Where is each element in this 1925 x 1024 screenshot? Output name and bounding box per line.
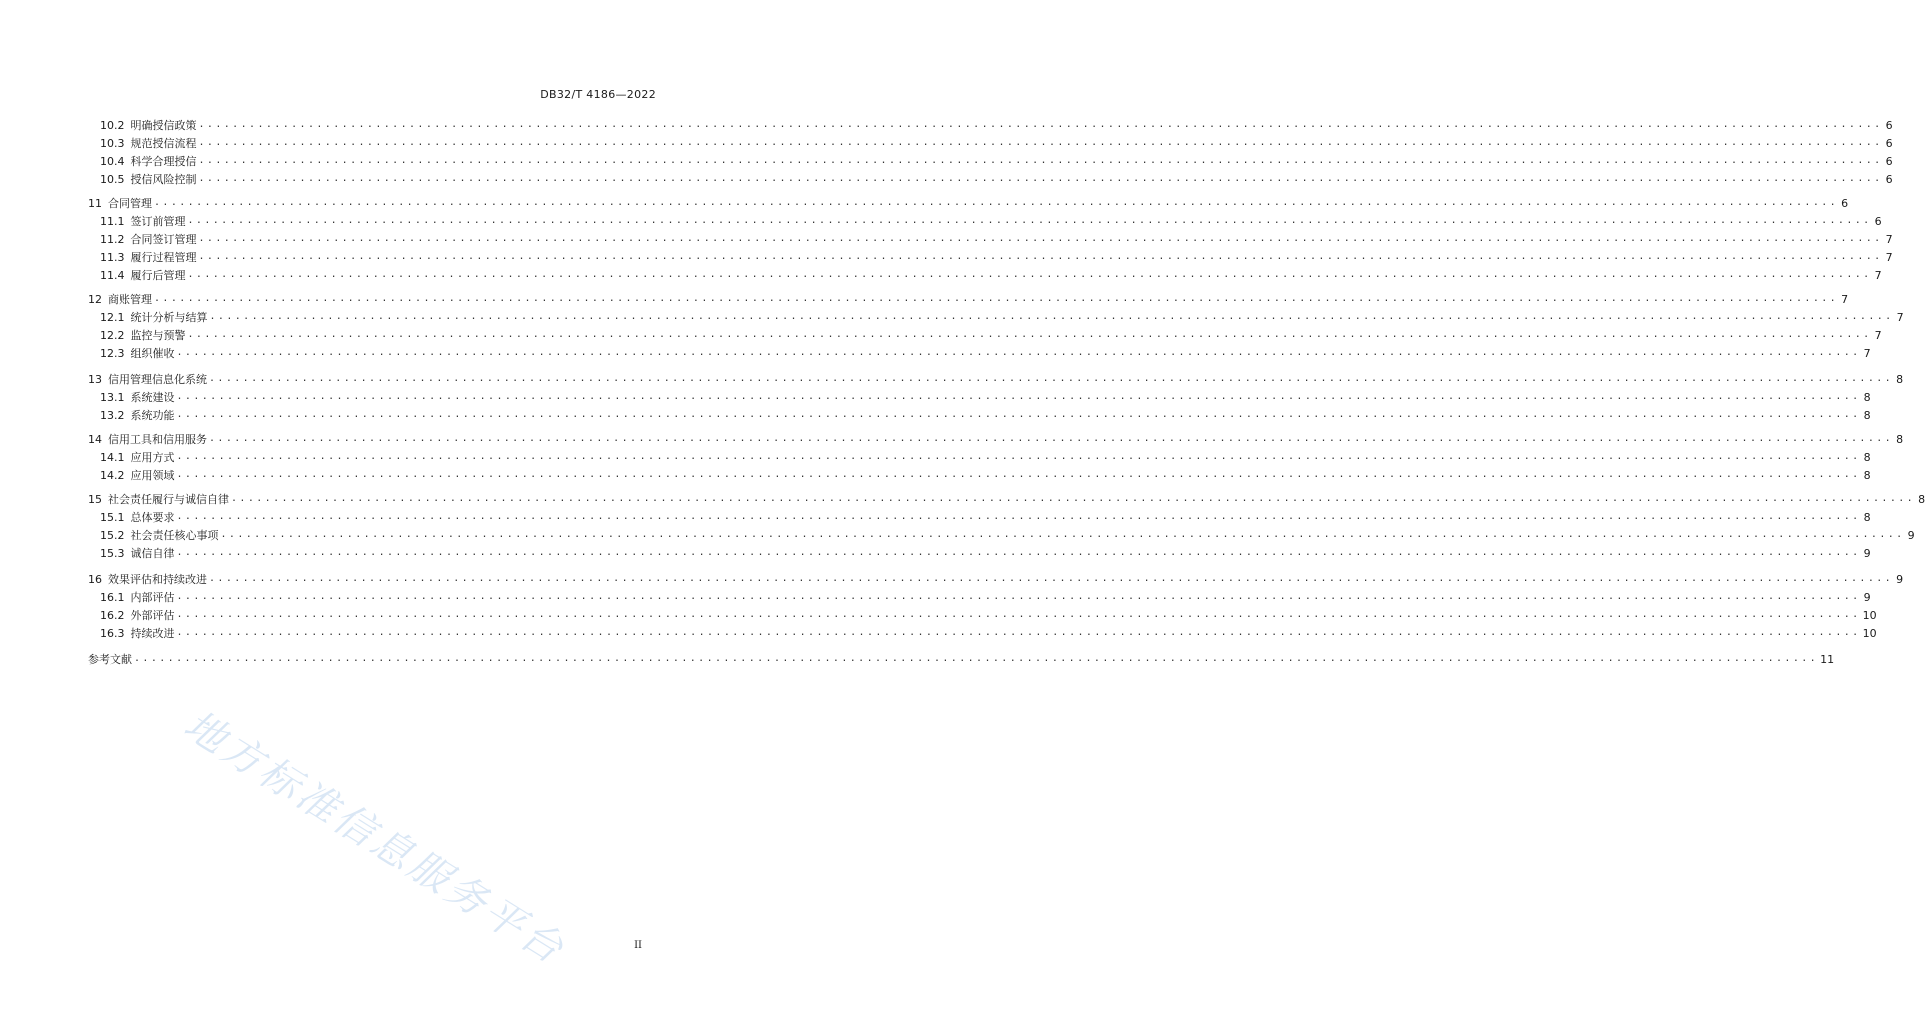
toc-entry-number: 14.1: [100, 451, 125, 464]
toc-entry-title: 社会责任核心事项: [130, 529, 219, 542]
toc-entry-title: 履行过程管理: [130, 251, 197, 264]
toc-entry-page: 11: [1820, 653, 1835, 666]
toc-entry-number: 11: [88, 197, 102, 210]
toc-leader-dots: ........................................................................................................................................................................................................: [231, 493, 1916, 504]
toc-entry-page: 7: [1885, 251, 1893, 264]
toc-entry-title: 授信风险控制: [130, 173, 197, 186]
toc-leader-dots: ........................................................................................................................................................................................................: [198, 251, 1883, 262]
toc-entry-chapter[interactable]: [88, 196, 1849, 212]
toc-leader-dots: ........................................................................................................................................................................................................: [209, 311, 1894, 322]
toc-entry-title: 规范授信流程: [130, 137, 197, 150]
toc-entry-page: 7: [1841, 293, 1849, 306]
toc-entry-number: 12: [88, 293, 102, 306]
toc-entry-page: 6: [1874, 215, 1882, 228]
standard-code: DB32/T 4186—2022: [540, 88, 656, 101]
toc-leader-dots: ........................................................................................................................................................................................................: [176, 391, 1861, 402]
toc-entry-number: 12.1: [100, 311, 125, 324]
toc-entry-number: 15.2: [100, 529, 125, 542]
toc-leader-dots: ........................................................................................................................................................................................................: [198, 173, 1883, 184]
toc-leader-dots: ........................................................................................................................................................................................................: [187, 329, 1872, 340]
toc-entry-title: 商账管理: [108, 293, 152, 306]
toc-leader-dots: ........................................................................................................................................................................................................: [198, 155, 1883, 166]
toc-entry-number: 16.1: [100, 591, 125, 604]
toc-entry-page: 8: [1863, 391, 1871, 404]
toc-entry-number: 14.2: [100, 469, 125, 482]
toc-entry-page: 8: [1863, 511, 1871, 524]
toc-entry-title: 签订前管理: [130, 215, 186, 228]
toc-entry-title: 明确授信政策: [130, 119, 197, 132]
toc-entry-number: 16: [88, 573, 102, 586]
toc-leader-dots: ........................................................................................................................................................................................................: [198, 137, 1883, 148]
toc-entry-section[interactable]: [100, 450, 1871, 466]
toc-leader-dots: ........................................................................................................................................................................................................: [176, 347, 1861, 358]
toc-leader-dots: ........................................................................................................................................................................................................: [154, 197, 1839, 208]
toc-entry-number: 10.5: [100, 173, 125, 186]
toc-entry-section[interactable]: [100, 172, 1893, 188]
toc-leader-dots: ........................................................................................................................................................................................................: [176, 469, 1861, 480]
toc-leader-dots: ........................................................................................................................................................................................................: [176, 409, 1861, 420]
toc-entry-number: 16.2: [100, 609, 125, 622]
toc-entry-title: 总体要求: [130, 511, 175, 524]
toc-entry-section[interactable]: [100, 346, 1871, 362]
toc-entry-number: 10.4: [100, 155, 125, 168]
toc-entry-section[interactable]: [100, 328, 1882, 344]
toc-entry-section[interactable]: [100, 408, 1871, 424]
watermark: 地方标准信息服务平台: [175, 701, 574, 975]
toc-entry-page: 8: [1896, 373, 1904, 386]
toc-entry-title: 内部评估: [130, 591, 175, 604]
toc-entry-title: 监控与预警: [130, 329, 186, 342]
toc-entry-title: 合同管理: [108, 197, 152, 210]
toc-entry-title: 应用方式: [130, 451, 175, 464]
toc-entry-title: 统计分析与结算: [130, 311, 208, 324]
toc-entry-title: 信用管理信息化系统: [108, 373, 207, 386]
toc-entry-number: 16.3: [100, 627, 125, 640]
toc-entry-title: 系统功能: [130, 409, 175, 422]
toc-entry-section[interactable]: [100, 214, 1882, 230]
toc-entry-title: 诚信自律: [130, 547, 175, 560]
toc-entry-page: 8: [1863, 409, 1871, 422]
toc-entry-chapter[interactable]: [88, 492, 1925, 508]
toc-entry-page: 7: [1885, 233, 1893, 246]
toc-entry-number: 15: [88, 493, 102, 506]
toc-entry-number: 13.1: [100, 391, 125, 404]
toc-entry-page: 8: [1863, 469, 1871, 482]
toc-leader-dots: ........................................................................................................................................................................................................: [134, 653, 1819, 664]
toc-entry-page: 6: [1885, 155, 1893, 168]
toc-entry-number: 12.2: [100, 329, 125, 342]
toc-entry-page: 10: [1862, 627, 1877, 640]
toc-entry-section[interactable]: [100, 136, 1893, 152]
toc-leader-dots: ........................................................................................................................................................................................................: [209, 573, 1894, 584]
toc-entry-title: 科学合理授信: [130, 155, 197, 168]
toc-entry-number: 14: [88, 433, 102, 446]
toc-entry-section[interactable]: [100, 310, 1904, 326]
toc-leader-dots: ........................................................................................................................................................................................................: [198, 233, 1883, 244]
toc-leader-dots: ........................................................................................................................................................................................................: [220, 529, 1905, 540]
toc-entry-section[interactable]: [100, 390, 1871, 406]
toc-entry-title: 持续改进: [130, 627, 175, 640]
toc-leader-dots: ........................................................................................................................................................................................................: [154, 293, 1839, 304]
toc-leader-dots: ........................................................................................................................................................................................................: [176, 627, 1861, 638]
toc-leader-dots: ........................................................................................................................................................................................................: [187, 215, 1872, 226]
toc-entry-section[interactable]: [100, 268, 1882, 284]
toc-entry-title: 信用工具和信用服务: [108, 433, 207, 446]
toc-entry-section[interactable]: [100, 250, 1893, 266]
toc-entry-number: 11.3: [100, 251, 125, 264]
toc-entry-number: 15.1: [100, 511, 125, 524]
toc-entry-title: 参考文献: [88, 653, 132, 666]
toc-entry-page: 9: [1863, 591, 1871, 604]
toc-entry-number: 13.2: [100, 409, 125, 422]
toc-entry-section[interactable]: [100, 626, 1877, 642]
toc-entry-section[interactable]: [100, 154, 1893, 170]
toc-entry-page: 7: [1874, 329, 1882, 342]
toc-entry-chapter[interactable]: [88, 432, 1904, 448]
toc-entry-title: 外部评估: [130, 609, 175, 622]
toc-leader-dots: ........................................................................................................................................................................................................: [176, 511, 1861, 522]
toc-entry-number: 11.2: [100, 233, 125, 246]
toc-entry-page: 8: [1896, 433, 1904, 446]
toc-entry-page: 7: [1863, 347, 1871, 360]
toc-entry-section[interactable]: [100, 590, 1871, 606]
toc-leader-dots: ........................................................................................................................................................................................................: [187, 269, 1872, 280]
toc-entry-section[interactable]: [100, 528, 1915, 544]
toc-entry-title: 社会责任履行与诚信自律: [108, 493, 229, 506]
toc-leader-dots: ........................................................................................................................................................................................................: [209, 373, 1894, 384]
toc-entry-number: 13: [88, 373, 102, 386]
toc-entry-number: 12.3: [100, 347, 125, 360]
toc-entry-number: 11.4: [100, 269, 125, 282]
toc-entry-page: 8: [1918, 493, 1925, 506]
toc-entry-page: 10: [1862, 609, 1877, 622]
toc-entry-title: 履行后管理: [130, 269, 186, 282]
toc-entry-section[interactable]: [100, 510, 1871, 526]
toc-entry-page: 6: [1841, 197, 1849, 210]
toc-entry-section[interactable]: [100, 546, 1871, 562]
toc-entry-page: 6: [1885, 119, 1893, 132]
toc-entry-page: 9: [1907, 529, 1915, 542]
toc-entry-section[interactable]: [100, 468, 1871, 484]
toc-entry-page: 7: [1896, 311, 1904, 324]
toc-entry-page: 7: [1874, 269, 1882, 282]
toc-entry-page: 9: [1896, 573, 1904, 586]
toc-entry-chapter[interactable]: [88, 572, 1904, 588]
page-number: II: [634, 940, 642, 951]
toc-entry-number: 11.1: [100, 215, 125, 228]
toc-entry-number: 10.2: [100, 119, 125, 132]
toc-entry-page: 6: [1885, 137, 1893, 150]
toc-entry-title: 系统建设: [130, 391, 175, 404]
toc-leader-dots: ........................................................................................................................................................................................................: [176, 609, 1861, 620]
toc-entry-page: 9: [1863, 547, 1871, 560]
toc-leader-dots: ........................................................................................................................................................................................................: [209, 433, 1894, 444]
toc-entry-page: 6: [1885, 173, 1893, 186]
toc-entry-page: 8: [1863, 451, 1871, 464]
toc-entry-references[interactable]: [88, 652, 1835, 668]
toc-leader-dots: ........................................................................................................................................................................................................: [198, 119, 1883, 130]
toc-entry-chapter[interactable]: [88, 292, 1849, 308]
toc-leader-dots: ........................................................................................................................................................................................................: [176, 451, 1861, 462]
toc-leader-dots: ........................................................................................................................................................................................................: [176, 591, 1861, 602]
toc-entry-title: 应用领域: [130, 469, 175, 482]
toc-leader-dots: ........................................................................................................................................................................................................: [176, 547, 1861, 558]
toc-entry-number: 10.3: [100, 137, 125, 150]
toc-entry-section[interactable]: [100, 608, 1877, 624]
toc-entry-chapter[interactable]: [88, 372, 1904, 388]
toc-entry-section[interactable]: [100, 232, 1893, 248]
toc-entry-title: 合同签订管理: [130, 233, 197, 246]
toc-entry-number: 15.3: [100, 547, 125, 560]
toc-entry-title: 组织催收: [130, 347, 175, 360]
toc-entry-title: 效果评估和持续改进: [108, 573, 207, 586]
toc-entry-section[interactable]: [100, 118, 1893, 134]
